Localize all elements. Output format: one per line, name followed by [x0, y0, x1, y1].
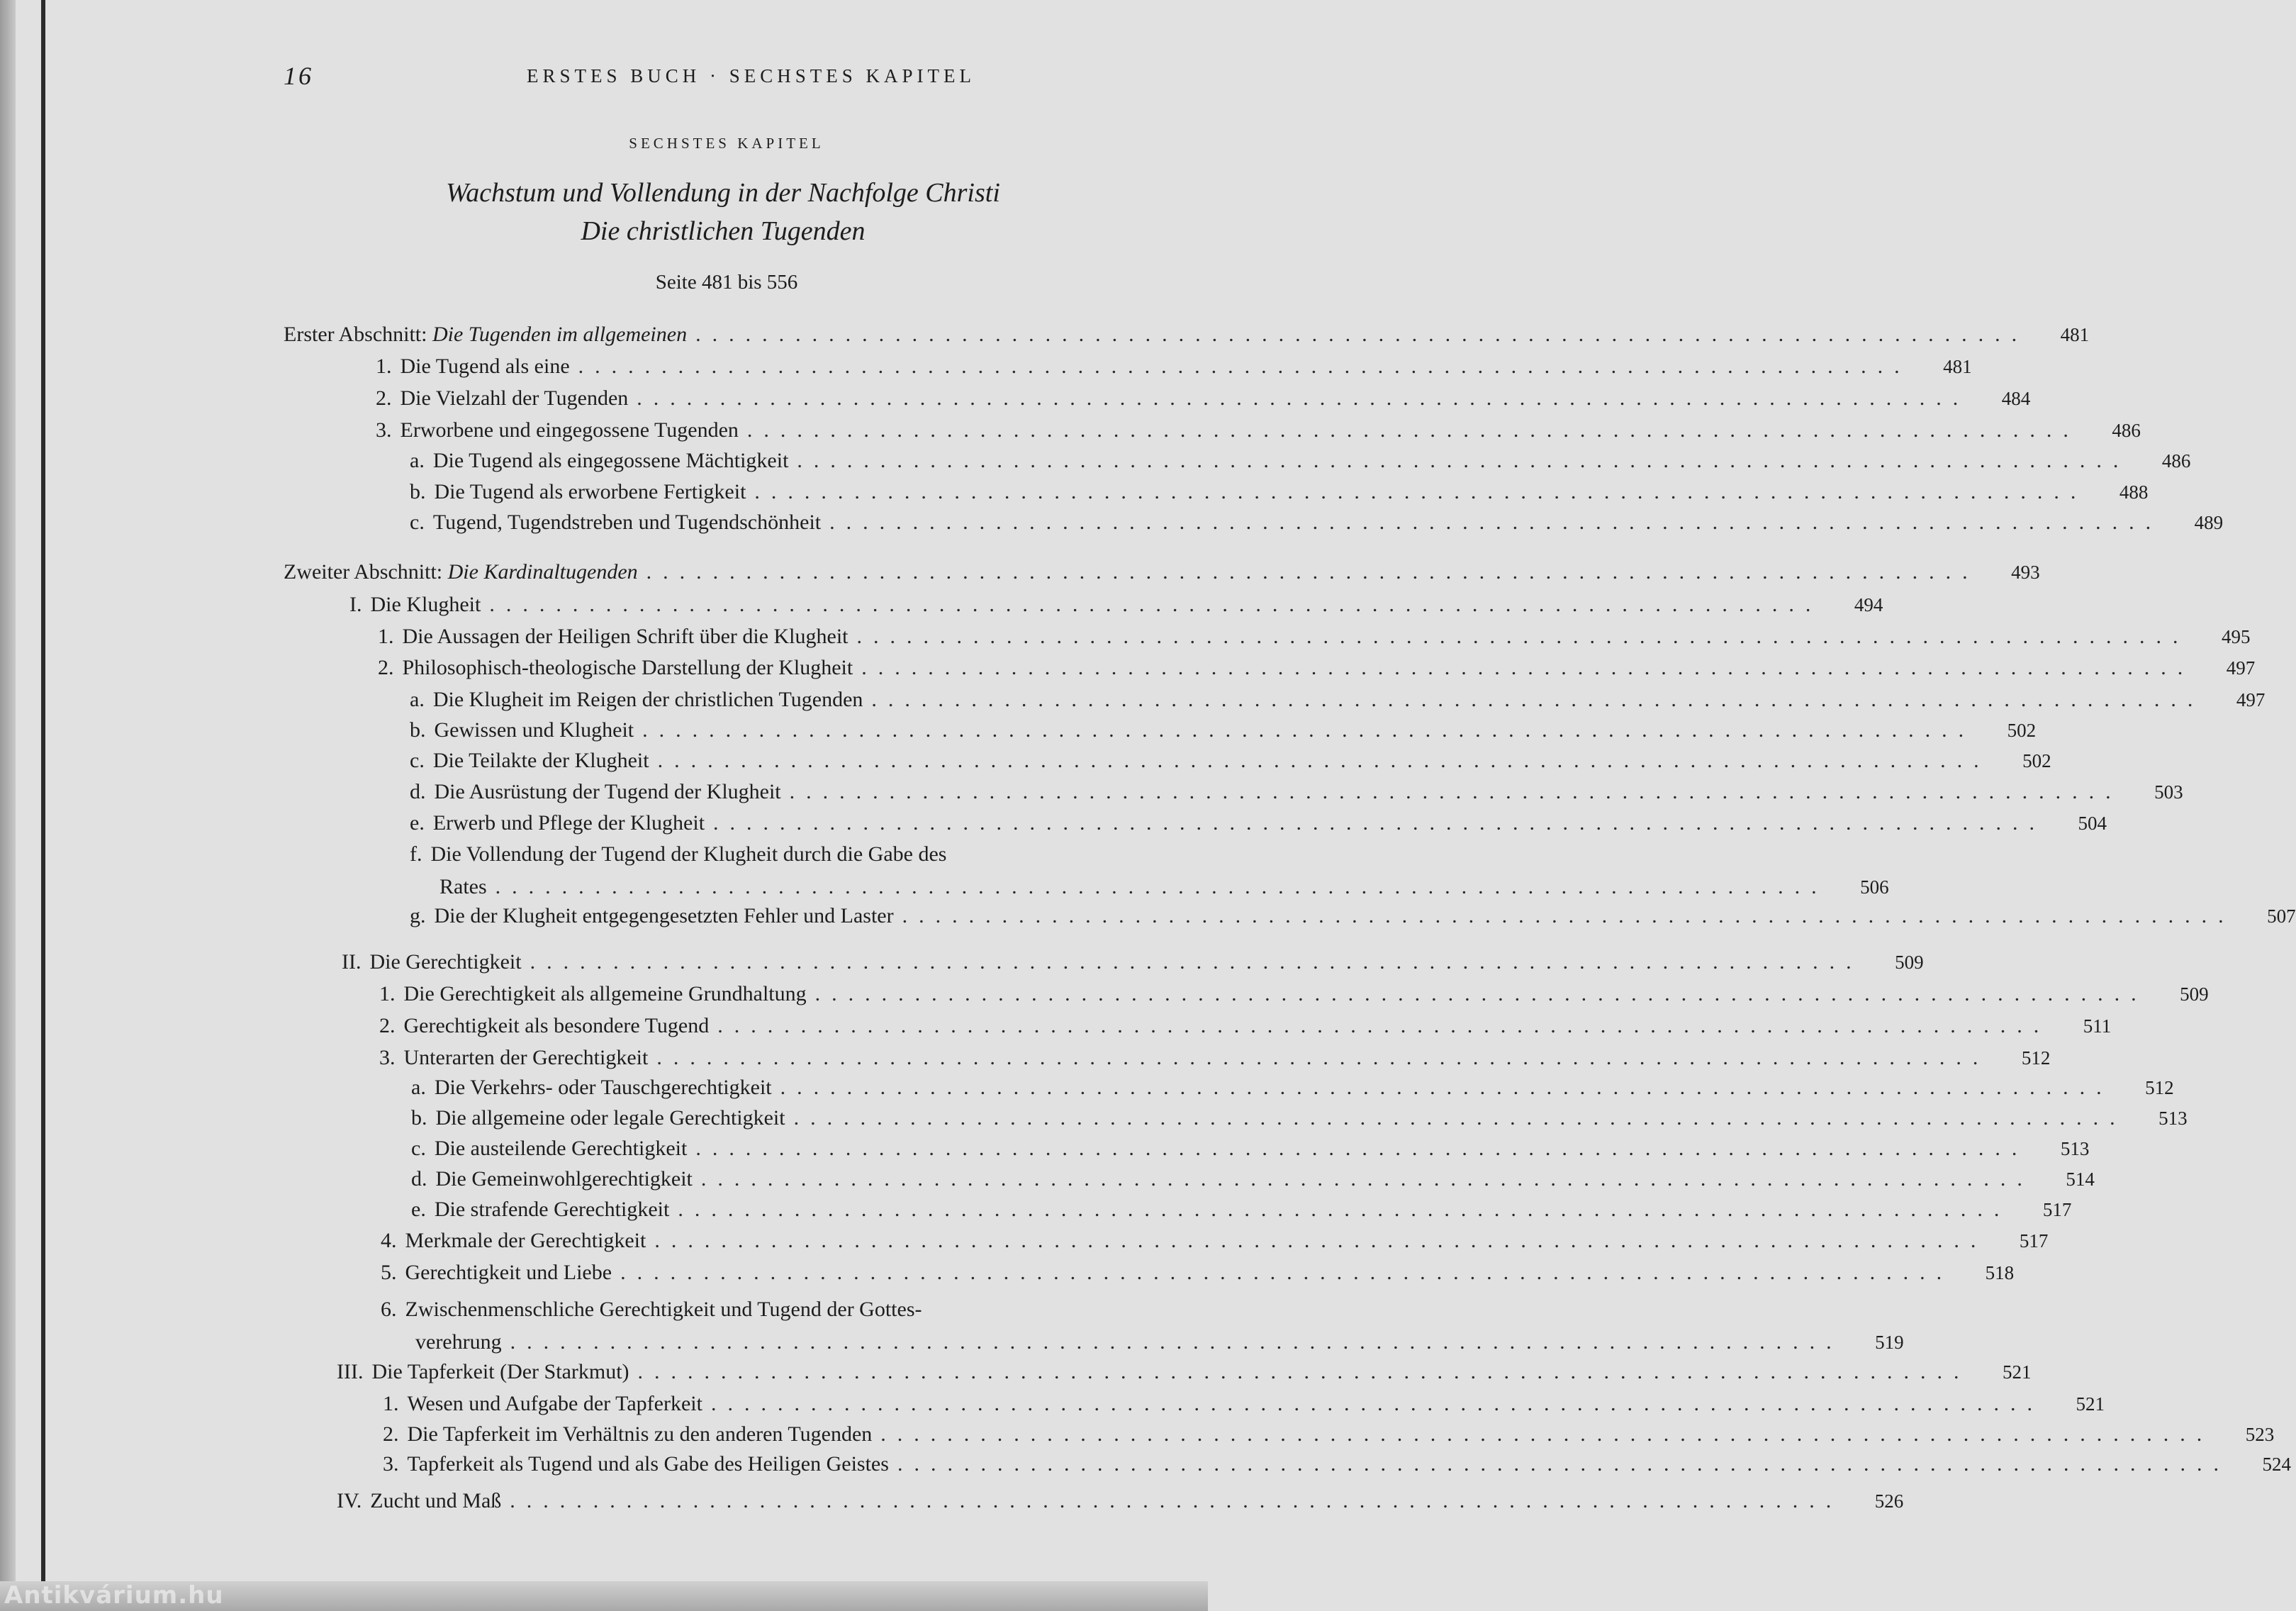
toc-entry [349, 593, 1883, 624]
toc-entry-label: Die Klugheit im Reigen der christlichen Tugenden [432, 688, 863, 711]
toc-entry-label: Die austeilende Gerechtigkeit [434, 1137, 688, 1160]
toc-entry-title [435, 780, 781, 804]
toc-entry-title [433, 749, 649, 773]
toc-page-number: 481 [1943, 356, 1972, 377]
leader-dots: ................................................................................ [657, 749, 1990, 772]
toc-entry [410, 842, 1163, 874]
chapter-label: SECHSTES KAPITEL [629, 135, 824, 152]
toc-entry-label: Die Teilakte der Klugheit [432, 749, 649, 772]
toc-entry-number: a. [411, 1076, 426, 1099]
toc-entry [383, 1452, 2291, 1483]
toc-page-number: 486 [2161, 450, 2191, 472]
toc-entry-title [435, 1198, 670, 1222]
toc-entry [379, 1046, 2051, 1077]
toc-page-number: 509 [2180, 983, 2209, 1005]
leader-dots: ................................................................................ [880, 1422, 2214, 1446]
leader-dots: ................................................................................ [489, 593, 1822, 616]
leader-dots: ................................................................................ [793, 1106, 2127, 1130]
toc-page-number: 518 [1985, 1262, 2015, 1283]
toc-entry-title [284, 323, 687, 347]
toc-page-number: 513 [2158, 1108, 2188, 1129]
toc-entry-title [371, 593, 481, 617]
toc-page-number: 514 [2066, 1169, 2095, 1190]
running-head-title: ERSTES BUCH · SECHSTES KAPITEL [526, 65, 975, 87]
toc-page-number: 484 [2001, 388, 2031, 409]
toc-entry-title [404, 982, 807, 1006]
toc-entry [378, 656, 2256, 687]
leader-dots: ................................................................................ [620, 1261, 1954, 1284]
toc-entry [411, 1106, 2188, 1137]
toc-entry-label: Die Vielzahl der Tugenden [400, 386, 629, 410]
toc-page-number: 512 [2145, 1077, 2174, 1098]
toc-entry-title [435, 1137, 688, 1161]
toc-entry-number: 2. [379, 1014, 396, 1037]
toc-entry-title [403, 625, 849, 649]
toc-entry [337, 1489, 1904, 1520]
toc-entry-number: f. [410, 842, 422, 866]
toc-page-number: 507 [2267, 905, 2296, 927]
toc-entry-label: Tapferkeit als Tugend und als Gabe des Heiligen Geistes [407, 1452, 889, 1476]
toc-entry [410, 511, 2224, 542]
toc-page-number: 512 [2021, 1047, 2051, 1069]
toc-entry-label: Die der Klugheit entgegengesetzten Fehler und Laster [434, 904, 894, 927]
leader-dots: ................................................................................ [789, 780, 2122, 803]
toc-entry-number: d. [411, 1167, 427, 1191]
toc-entry-continuation-text: verehrung [415, 1330, 502, 1354]
toc-entry-number: 3. [383, 1452, 399, 1476]
toc-page-number: 521 [2003, 1361, 2032, 1383]
toc-page-number: 502 [2007, 720, 2037, 741]
leader-dots: ................................................................................ [637, 386, 1970, 410]
toc-entry-label: Wesen und Aufgabe der Tapferkeit [407, 1392, 702, 1415]
toc-entry-number: II. [342, 950, 362, 974]
toc-entry-title [431, 842, 947, 866]
toc-entry-number: III. [337, 1360, 364, 1383]
toc-page-number: 497 [2236, 689, 2266, 710]
toc-entry-number: a. [410, 449, 425, 472]
toc-entry-title [436, 1167, 693, 1191]
toc-entry-number: d. [410, 780, 426, 803]
toc-page-number: 523 [2245, 1424, 2275, 1445]
toc-entry [383, 1392, 2105, 1423]
leader-dots: ................................................................................ [695, 323, 2029, 346]
leader-dots: ................................................................................ [495, 875, 1828, 898]
toc-entry-continuation [415, 1330, 1904, 1361]
leader-dots: ................................................................................ [797, 449, 2130, 472]
toc-page-number: 509 [1895, 952, 1924, 973]
toc-page-number: 504 [2078, 813, 2107, 834]
toc-entry [410, 688, 2266, 719]
toc-entry-title [401, 418, 739, 442]
toc-page-number: 497 [2226, 657, 2256, 679]
toc-entry [381, 1229, 2049, 1260]
toc-entry [411, 1167, 2095, 1198]
toc-entry-number: 1. [376, 355, 392, 378]
toc-entry [376, 418, 2141, 450]
toc-entry-number: 5. [381, 1261, 397, 1284]
leader-dots: ................................................................................ [642, 718, 1976, 742]
toc-entry-title [405, 1298, 922, 1322]
toc-entry-title [408, 1392, 702, 1416]
toc-entry-label: Erster Abschnitt: [284, 323, 427, 346]
toc-entry-title [435, 904, 894, 928]
toc-entry [411, 1198, 2072, 1229]
toc-entry-title [436, 1106, 785, 1130]
toc-entry-title [433, 811, 705, 835]
toc-entry-title [370, 1489, 501, 1513]
toc-entry [411, 1137, 2090, 1168]
toc-entry [284, 560, 2040, 591]
toc-entry [376, 386, 2031, 418]
toc-entry-label: Tugend, Tugendstreben und Tugendschönheit [432, 511, 822, 534]
toc-entry-number: 2. [383, 1422, 399, 1446]
leader-dots: ................................................................................ [902, 904, 2235, 927]
leader-dots: ................................................................................ [717, 1014, 2051, 1037]
toc-page-number: 517 [2019, 1230, 2049, 1252]
toc-entry [379, 982, 2209, 1013]
toc-entry-label: Erwerb und Pflege der Klugheit [432, 811, 705, 835]
toc-entry-label: Die Gerechtigkeit als allgemeine Grundhaltung [403, 982, 807, 1005]
toc-entry-title [405, 1261, 612, 1285]
leader-dots: ................................................................................ [856, 625, 2190, 648]
leader-dots: ................................................................................ [710, 1392, 2044, 1415]
book-gutter [41, 0, 45, 1583]
toc-page-number: 481 [2060, 324, 2090, 345]
leader-dots: ................................................................................ [897, 1452, 2230, 1476]
toc-entry-number: e. [410, 811, 425, 835]
toc-entry [284, 323, 2090, 354]
toc-entry-title [284, 560, 638, 584]
toc-page-number: 511 [2083, 1015, 2112, 1037]
toc-entry-title [403, 656, 853, 680]
toc-entry-title [435, 1076, 772, 1100]
toc-entry-number: b. [410, 480, 426, 503]
toc-entry-number: 4. [381, 1229, 397, 1252]
toc-page-number: 494 [1854, 594, 1883, 615]
toc-page-number: 526 [1874, 1490, 1904, 1512]
leader-dots: ................................................................................ [754, 480, 2088, 503]
toc-entry-title [433, 449, 789, 473]
toc-page-number: 521 [2076, 1393, 2105, 1415]
toc-page-number: 519 [1875, 1332, 1904, 1353]
leader-dots: ................................................................................ [814, 982, 2148, 1005]
toc-entry-title [371, 1360, 629, 1384]
toc-entry [337, 1360, 2032, 1391]
toc-entry [410, 449, 2191, 480]
running-head [284, 61, 992, 94]
leader-dots: ................................................................................ [780, 1076, 2113, 1099]
toc-page-number: 506 [1860, 876, 1889, 898]
toc-entry-number: e. [411, 1198, 426, 1221]
toc-entry-label: Gerechtigkeit als besondere Tugend [403, 1014, 710, 1037]
toc-entry-label: Gewissen und Klugheit [434, 718, 634, 742]
toc-section-title: Die Kardinaltugenden [447, 560, 638, 584]
toc-entry-number: 1. [383, 1392, 399, 1415]
toc-page-number: 503 [2154, 781, 2183, 803]
toc-entry [381, 1298, 1163, 1329]
toc-entry-number: g. [410, 904, 426, 927]
toc-entry-label: Die allgemeine oder legale Gerechtigkeit [435, 1106, 785, 1130]
toc-page-number: 486 [2112, 420, 2141, 441]
toc-entry-title [405, 1229, 646, 1253]
toc-entry-label: Die Aussagen der Heiligen Schrift über die Klugheit [402, 625, 849, 648]
toc-entry [379, 1014, 2112, 1045]
toc-entry-title [401, 386, 629, 411]
toc-entry [410, 718, 2037, 749]
toc-entry-title [433, 511, 821, 535]
toc-entry-label: Die Tugend als eingegossene Mächtigkeit [432, 449, 789, 472]
toc-entry-label: Die Verkehrs- oder Tauschgerechtigkeit [434, 1076, 772, 1099]
toc-entry-label: Die Tapferkeit im Verhältnis zu den anderen Tugenden [407, 1422, 873, 1446]
toc-entry-label: Die strafende Gerechtigkeit [434, 1198, 670, 1221]
toc-entry-label: Die Klugheit [370, 593, 481, 616]
chapter-title-line1: Wachstum und Vollendung in der Nachfolge Christi [446, 178, 1000, 208]
toc-entry [381, 1261, 2015, 1292]
toc-entry [378, 625, 2251, 656]
leader-dots: ................................................................................ [861, 656, 2195, 679]
leader-dots: ................................................................................ [678, 1198, 2011, 1221]
toc-entry-label: Die Tugend als eine [400, 355, 570, 378]
toc-entry-title [401, 355, 570, 379]
toc-entry-number: c. [411, 1137, 426, 1160]
leader-dots: ................................................................................ [654, 1229, 1988, 1252]
toc-entry [383, 1422, 2275, 1454]
toc-entry-label: Philosophisch-theologische Darstellung der Klugheit [402, 656, 853, 679]
toc-entry-title [369, 950, 521, 974]
page-number: 16 [284, 62, 313, 90]
leader-dots: ................................................................................ [829, 511, 2163, 534]
toc-entry-continuation [439, 875, 1889, 906]
leader-dots: ................................................................................ [656, 1046, 1990, 1069]
toc-entry-number: c. [410, 749, 425, 772]
leader-dots: ................................................................................ [646, 560, 1979, 584]
toc-page-number: 495 [2222, 626, 2251, 647]
toc-entry-label: Zucht und Maß [370, 1489, 502, 1512]
toc-entry-continuation-text: Rates [439, 875, 487, 898]
toc-entry-label: Die Ausrüstung der Tugend der Klugheit [434, 780, 781, 803]
toc-entry-label: Zweiter Abschnitt: [284, 560, 443, 584]
toc-entry-title [404, 1046, 649, 1070]
toc-entry-number: c. [410, 511, 425, 534]
leader-dots: ................................................................................ [637, 1360, 1971, 1383]
toc-page-number: 513 [2060, 1138, 2090, 1159]
toc-entry-number: 2. [376, 386, 392, 410]
toc-entry-label: Zwischenmenschliche Gerechtigkeit und Tugend der Gottes- [405, 1298, 922, 1321]
leader-dots: ................................................................................ [578, 355, 1911, 378]
toc-entry-label: Die Gerechtigkeit [369, 950, 522, 974]
leader-dots: ................................................................................ [510, 1330, 1843, 1354]
leader-dots: ................................................................................ [695, 1137, 2029, 1160]
toc-entry-number: IV. [337, 1489, 362, 1512]
leader-dots: ................................................................................ [871, 688, 2205, 711]
toc-entry-label: Merkmale der Gerechtigkeit [405, 1229, 646, 1252]
watermark: Antikvárium.hu [4, 1581, 224, 1610]
toc-entry [410, 811, 2107, 842]
toc-entry-number: a. [410, 688, 425, 711]
toc-entry-title [404, 1014, 710, 1038]
toc-entry-number: b. [411, 1106, 427, 1130]
toc-entry [410, 480, 2149, 511]
toc-entry-number: 3. [376, 418, 392, 442]
toc-entry [376, 355, 1972, 386]
toc-page-number: 493 [2011, 562, 2040, 583]
toc-entry-label: Die Gemeinwohlgerechtigkeit [435, 1167, 693, 1191]
toc-entry-label: Die Tapferkeit (Der Starkmut) [371, 1360, 629, 1383]
toc-entry-label: Gerechtigkeit und Liebe [405, 1261, 612, 1284]
toc-page-number: 524 [2262, 1454, 2291, 1475]
toc-page-number: 502 [2022, 750, 2051, 771]
chapter-title-line2: Die christlichen Tugenden [581, 216, 866, 246]
toc-entry [410, 749, 2051, 780]
toc-entry-title [435, 718, 634, 742]
toc-entry [342, 950, 1924, 981]
toc-entry [410, 904, 2296, 935]
leader-dots: ................................................................................ [746, 418, 2080, 442]
toc-entry-number: 2. [378, 656, 394, 679]
toc-entry-title [408, 1422, 873, 1446]
toc-entry-number: b. [410, 718, 426, 742]
toc-entry-number: 6. [381, 1298, 397, 1321]
toc-entry-label: Die Vollendung der Tugend der Klugheit durch die Gabe des [430, 842, 947, 866]
toc-entry-number: 3. [379, 1046, 396, 1069]
toc-entry-number: I. [349, 593, 362, 616]
chapter-page-range: Seite 481 bis 556 [655, 271, 798, 294]
toc-entry-number: 1. [378, 625, 394, 648]
toc-page-number: 517 [2042, 1199, 2072, 1220]
toc-entry-number: 1. [379, 982, 396, 1005]
toc-section-title: Die Tugenden im allgemeinen [432, 323, 688, 346]
leader-dots: ................................................................................ [530, 950, 1863, 974]
toc-entry-title [435, 480, 746, 504]
page-edge-shadow [0, 0, 16, 1611]
toc-entry [410, 780, 2183, 811]
toc-entry [411, 1076, 2174, 1107]
toc-entry-label: Die Tugend als erworbene Fertigkeit [434, 480, 746, 503]
toc-page-number: 488 [2119, 481, 2149, 503]
toc-entry-title [433, 688, 863, 712]
leader-dots: ................................................................................ [700, 1167, 2034, 1191]
leader-dots: ................................................................................ [713, 811, 2046, 835]
toc-entry-label: Unterarten der Gerechtigkeit [403, 1046, 649, 1069]
toc-entry-label: Erworbene und eingegossene Tugenden [400, 418, 739, 442]
toc-page-number: 489 [2194, 512, 2224, 533]
toc-entry-title [408, 1452, 889, 1476]
leader-dots: ................................................................................ [510, 1489, 1843, 1512]
